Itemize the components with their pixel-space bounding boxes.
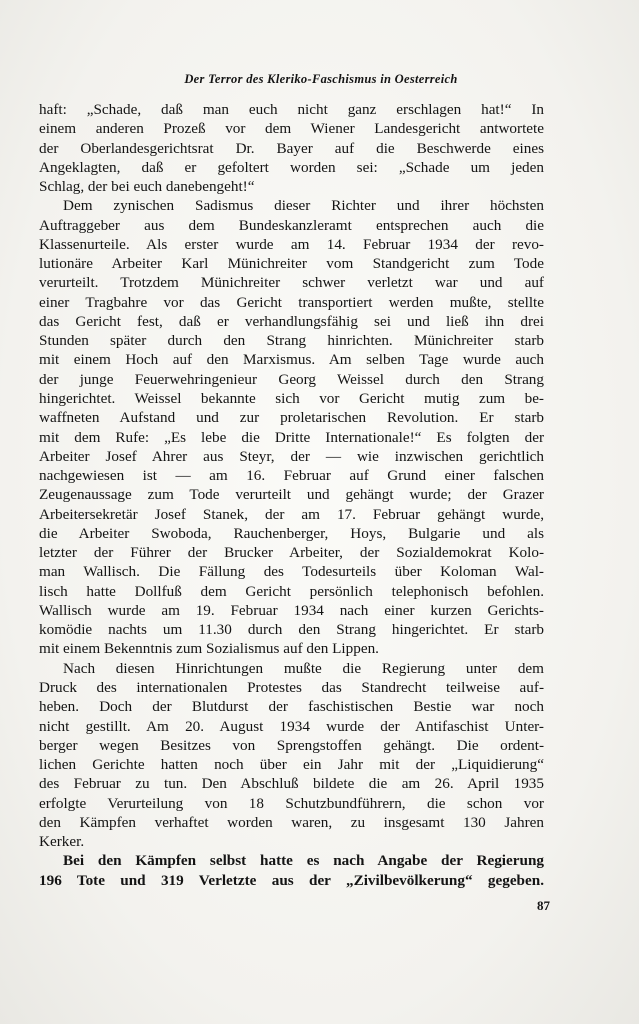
text-line: Zeugenaussage zum Tode verurteilt und gehängt wurde; der Grazer	[39, 486, 544, 504]
running-header: Der Terror des Kleriko-Faschismus in Oesterreich	[184, 72, 458, 86]
text-line: Arbeitersekretär Josef Stanek, der am 17. Februar gehängt wurde,	[39, 505, 544, 523]
text-line: nicht gestillt. Am 20. August 1934 wurde der Antifaschist Unter-	[39, 717, 544, 735]
text-line: Nach diesen Hinrichtungen mußte die Regierung unter dem	[63, 659, 544, 677]
text-line: lutionäre Arbeiter Karl Münichreiter vom Standgericht zum Tode	[39, 255, 544, 273]
text-line: den Kämpfen verhaftet worden waren, zu insgesamt 130 Jahren	[39, 813, 544, 831]
text-line: berger wegen Besitzes von Sprengstoffen gehängt. Die ordent-	[39, 736, 544, 754]
text-line: lichen Gerichte hatten noch über ein Jahr mit der „Liquidierung“	[39, 756, 544, 774]
text-line: der junge Feuerwehringenieur Georg Weissel durch den Strang	[39, 370, 544, 388]
text-line: heben. Doch der Blutdurst der faschistischen Bestie war noch	[39, 698, 544, 716]
text-line: Klassenurteile. Als erster wurde am 14. Februar 1934 der revo-	[39, 235, 544, 253]
text-line: letzter der Führer der Brucker Arbeiter, der Sozialdemokrat Kolo-	[39, 544, 544, 562]
text-line: Kerker.	[39, 833, 85, 851]
text-line: mit einem Hoch auf den Marxismus. Am selben Tage wurde auch	[39, 351, 544, 369]
text-line: 196 Tote und 319 Verletzte aus der „Zivilbevölkerung“ gegeben.	[39, 871, 544, 889]
text-line: nachgewiesen ist — am 16. Februar auf Grund einer falschen	[39, 467, 544, 485]
text-line: hingerichtet. Weissel bekannte sich vor Gericht mutig zum be-	[39, 389, 544, 407]
page-number: 87	[537, 898, 550, 913]
text-line: das Gericht fest, daß er verhandlungsfähig sei und ließ ihn drei	[39, 312, 544, 330]
text-line: komödie nachts um 11.30 durch den Strang hingerichtet. Er starb	[39, 621, 544, 639]
text-line: einem anderen Prozeß vor dem Wiener Landesgericht antwortete	[39, 120, 544, 138]
text-line: mit dem Rufe: „Es lebe die Dritte Internationale!“ Es folgten der	[39, 428, 544, 446]
text-line: Auftraggeber aus dem Bundeskanzleramt entsprechen auch die	[39, 216, 544, 234]
body-text	[39, 100, 544, 890]
text-line: Bei den Kämpfen selbst hatte es nach Angabe der Regierung	[63, 852, 544, 870]
text-line: haft: „Schade, daß man euch nicht ganz erschlagen hat!“ In	[39, 101, 544, 118]
text-line: Schlag, der bei euch danebengeht!“	[39, 178, 255, 196]
text-line: die Arbeiter Swoboda, Rauchenberger, Hoys, Bulgarie und als	[39, 524, 544, 542]
text-line: mit einem Bekenntnis zum Sozialismus auf den Lippen.	[39, 640, 379, 658]
text-line: man Wallisch. Die Fällung des Todesurteils über Koloman Wal-	[39, 563, 544, 581]
text-line: Wallisch wurde am 19. Februar 1934 nach einer kurzen Gerichts-	[39, 601, 544, 619]
text-line: waffneten Aufstand und zur proletarischen Revolution. Er starb	[39, 409, 544, 427]
text-line: verurteilt. Trotzdem Münichreiter schwer verletzt war und auf	[39, 274, 544, 292]
text-line: lisch hatte Dollfuß dem Gericht persönlich telephonisch befohlen.	[39, 582, 544, 600]
text-line: Arbeiter Josef Ahrer aus Steyr, der — wie inzwischen gerichtlich	[39, 447, 544, 465]
text-line: Druck des internationalen Protestes das Standrecht teilweise auf-	[39, 678, 544, 696]
text-line: erfolgte Verurteilung von 18 Schutzbundführern, die schon vor	[39, 794, 544, 812]
text-line: des Februar zu tun. Den Abschluß bildete die am 26. April 1935	[39, 775, 544, 793]
text-line: Dem zynischen Sadismus dieser Richter und ihrer höchsten	[63, 197, 544, 215]
text-line: Stunden später durch den Strang hinrichten. Münichreiter starb	[39, 332, 544, 350]
text-line: Angeklagten, daß er gefoltert worden sei: „Schade um jeden	[39, 158, 544, 176]
text-line: der Oberlandesgerichtsrat Dr. Bayer auf die Beschwerde eines	[39, 139, 544, 157]
text-line: einer Tragbahre vor das Gericht transportiert werden mußte, stellte	[39, 293, 544, 311]
